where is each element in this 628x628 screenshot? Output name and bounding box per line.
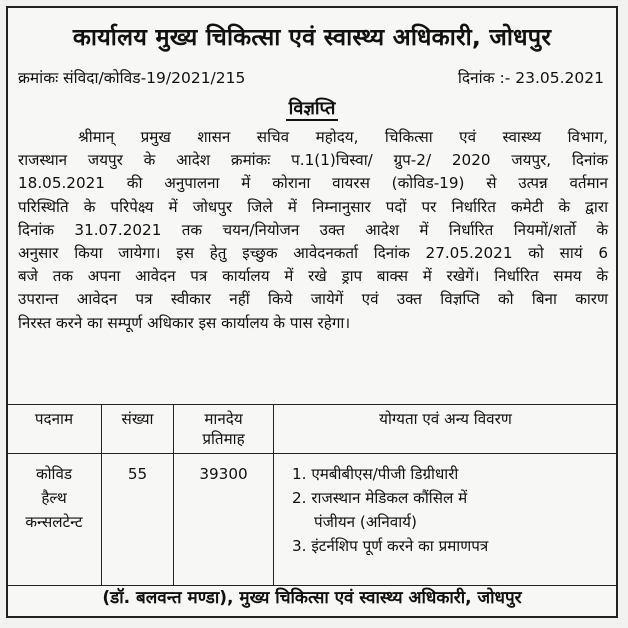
body-line: अनुसार किया जायेगा। इस हेतु इच्छुक आवेदनकर्ता दिनांक 27.05.2021 को सायं 6	[18, 244, 608, 263]
post-line2: हैल्थ	[41, 489, 67, 507]
qualification-2: 2. राजस्थान मेडिकल कौंसिल में	[292, 489, 468, 507]
body-line: निरस्त करने का सम्पूर्ण अधिकार इस कार्यालय के पास रहेगा।	[18, 313, 351, 332]
header-post: पदनाम	[7, 405, 102, 454]
qualification-1: 1. एमबीबीएस/पीजी डिग्रीधारी	[292, 465, 459, 483]
table-row	[7, 454, 618, 586]
reference-number: क्रमांकः संविदा/कोविड-19/2021/215	[18, 69, 246, 87]
posts-table	[6, 404, 618, 586]
notice-heading-text: विज्ञप्ति	[286, 98, 339, 121]
body-line: बजे तक अपना आवेदन पत्र कार्यालय में रखे ड्राप बाक्स में रखेगें। निर्धारित समय के	[18, 267, 608, 286]
header-count: संख्या	[102, 405, 174, 454]
reference-line	[8, 66, 616, 88]
post-line3: कन्सलटेन्ट	[25, 513, 83, 531]
cell-qualification	[274, 454, 618, 586]
cell-honorarium: 39300	[174, 454, 274, 586]
body-line: परिस्थिति के परिपेक्ष्य में जोधपुर जिले में निम्नानुसार पदों पर निर्धारित कमेटी के द्वारा	[18, 197, 608, 216]
notice-heading	[8, 96, 616, 120]
post-line1: कोविड	[35, 465, 73, 483]
body-line: उपरान्त आवेदन पत्र स्वीकार नहीं किये जायेगें एवं उक्त विज्ञप्ति को बिना कारण	[18, 290, 608, 309]
notice-date: दिनांक :- 23.05.2021	[457, 69, 604, 87]
signature-line: (डॉ. बलवन्त मण्डा), मुख्य चिकित्सा एवं स्वास्थ्य अधिकारी, जोधपुर	[102, 588, 522, 608]
qualification-3: 3. इंटर्नशिप पूर्ण करने का प्रमाणपत्र	[292, 537, 489, 555]
body-line: श्रीमान् प्रमुख शासन सचिव महोदय, चिकित्सा एवं स्वास्थ्य विभाग,	[78, 128, 608, 146]
header-honorarium-line1: मानदेय	[204, 410, 243, 428]
notice-box	[6, 6, 618, 618]
qualification-2-cont: पंजीयन (अनिवार्य)	[314, 513, 417, 531]
body-line: दिनांक 31.07.2021 तक चयन/नियोजन उक्त आदेश में निर्धारित नियमों/शर्तो के	[18, 220, 608, 239]
cell-post	[7, 454, 102, 586]
header-honorarium-line2: प्रतिमाह	[202, 430, 245, 448]
body-line: 18.05.2021 की अनुपालना में कोराना वायरस (कोविड-19) से उत्पन्न वर्तमान	[18, 174, 608, 193]
header-honorarium	[174, 405, 274, 454]
cell-count: 55	[102, 454, 174, 586]
table-header-row	[7, 405, 618, 454]
notice-body	[8, 126, 616, 335]
header-qualification: योग्यता एवं अन्य विवरण	[274, 405, 618, 454]
office-title: कार्यालय मुख्य चिकित्सा एवं स्वास्थ्य अधिकारी, जोधपुर	[72, 23, 552, 51]
body-line: राजस्थान जयपुर के आदेश क्रमांकः प.1(1)चिस्वा/ ग्रुप-2/ 2020 जयपुर, दिनांक	[18, 151, 608, 170]
